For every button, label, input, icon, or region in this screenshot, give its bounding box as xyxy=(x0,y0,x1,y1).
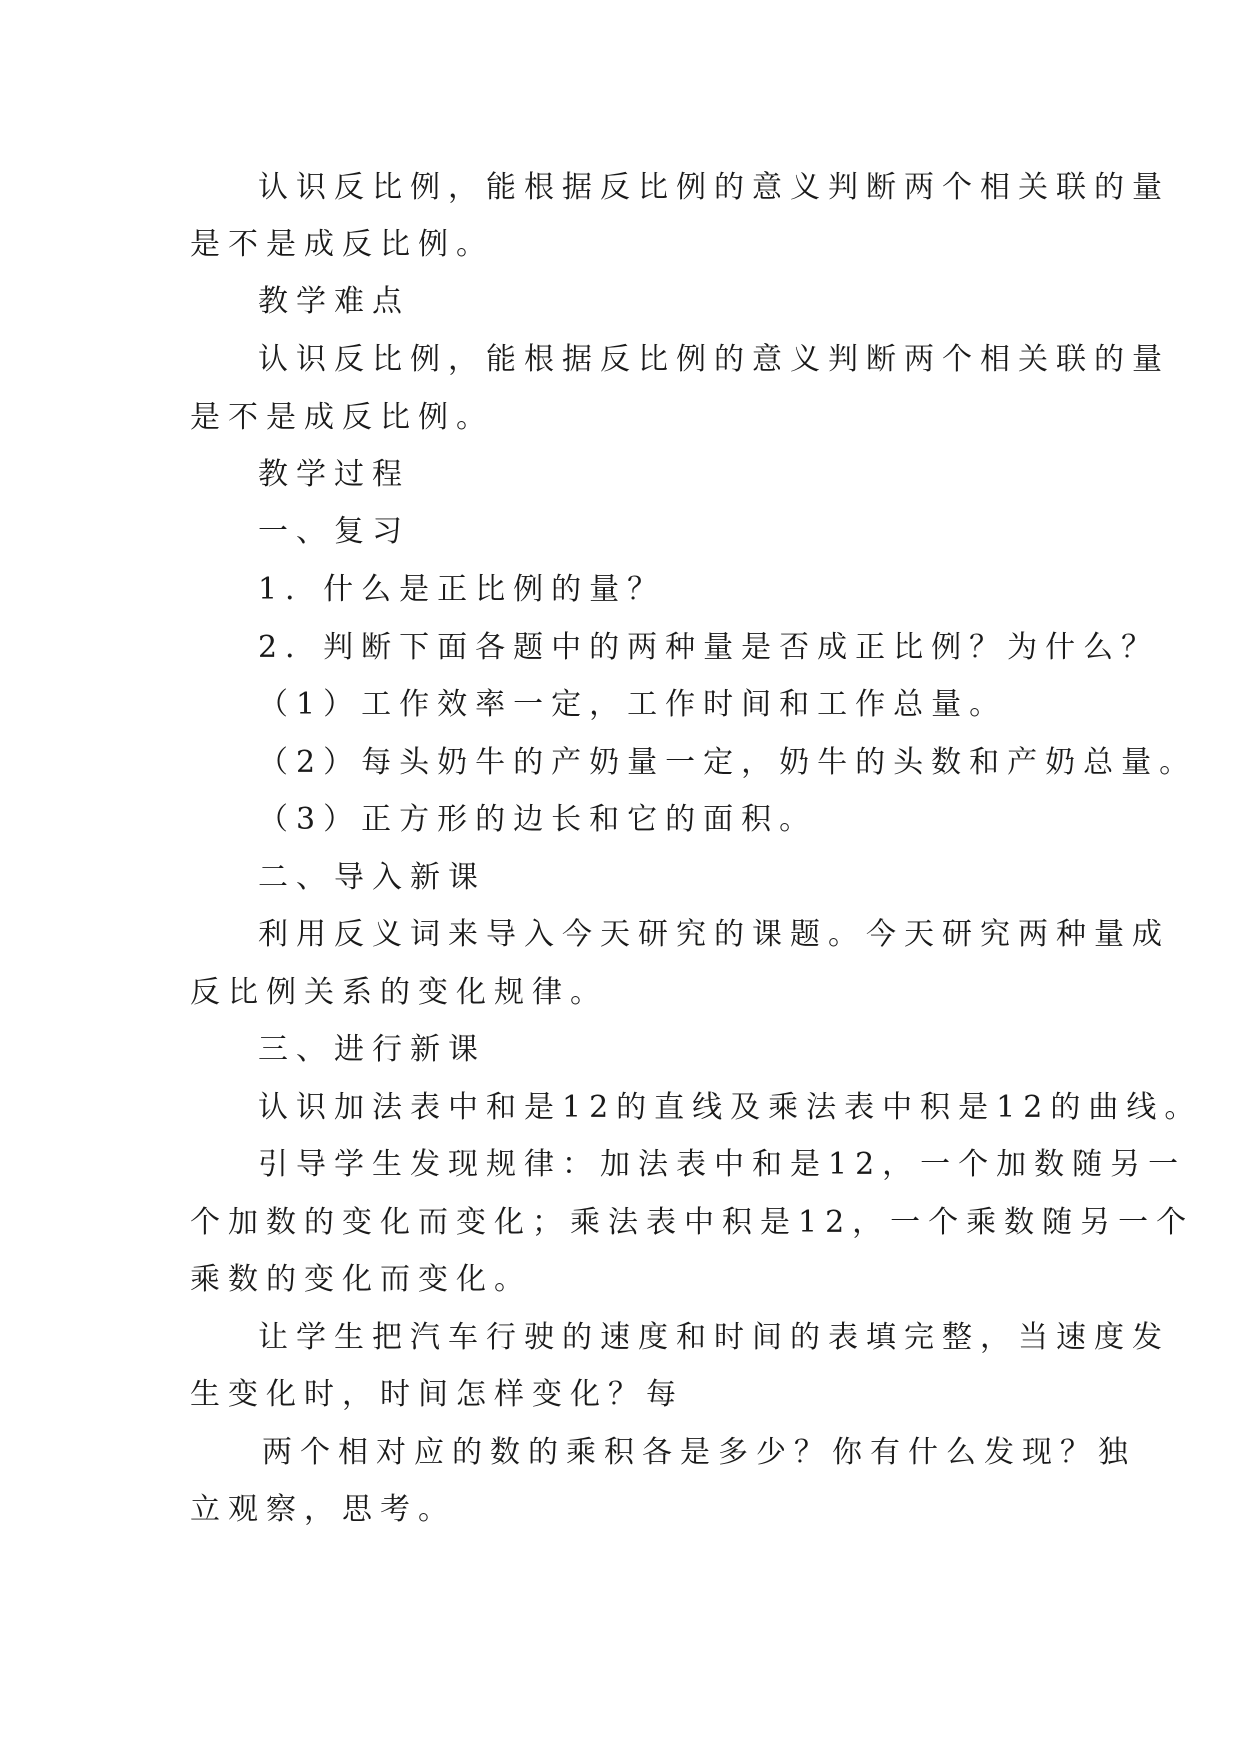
paragraph-line: 个加数的变化而变化；乘法表中积是12，一个乘数随另一个 xyxy=(190,1205,1195,1240)
paragraph-line: 认识加法表中和是12的直线及乘法表中积是12的曲线。 xyxy=(258,1090,1203,1125)
paragraph-line: 认识反比例，能根据反比例的意义判断两个相关联的量 xyxy=(258,342,1170,377)
section-heading: 教学过程 xyxy=(258,457,410,492)
section-heading: 三、进行新课 xyxy=(258,1032,486,1067)
paragraph-line: 乘数的变化而变化。 xyxy=(190,1262,532,1297)
paragraph-line: 是不是成反比例。 xyxy=(190,400,494,435)
list-item: （2）每头奶牛的产奶量一定，奶牛的头数和产奶总量。 xyxy=(258,745,1198,780)
paragraph-line: 生变化时，时间怎样变化？每 xyxy=(190,1377,684,1412)
paragraph-line: 让学生把汽车行驶的速度和时间的表填完整，当速度发 xyxy=(258,1320,1170,1355)
paragraph-line: 认识反比例，能根据反比例的意义判断两个相关联的量 xyxy=(258,170,1170,205)
paragraph-line: 利用反义词来导入今天研究的课题。今天研究两种量成 xyxy=(258,917,1170,952)
paragraph-line: 立观察，思考。 xyxy=(190,1492,456,1527)
list-item: （1）工作效率一定，工作时间和工作总量。 xyxy=(258,687,1008,722)
list-item: （3）正方形的边长和它的面积。 xyxy=(258,802,818,837)
list-item: 1．什么是正比例的量？ xyxy=(258,572,666,607)
paragraph-line: 反比例关系的变化规律。 xyxy=(190,975,608,1010)
paragraph-line: 是不是成反比例。 xyxy=(190,227,494,262)
section-heading: 教学难点 xyxy=(258,284,410,319)
paragraph-line: 两个相对应的数的乘积各是多少？你有什么发现？独 xyxy=(262,1435,1136,1470)
paragraph-line: 引导学生发现规律：加法表中和是12，一个加数随另一 xyxy=(258,1147,1187,1182)
section-heading: 二、导入新课 xyxy=(258,860,486,895)
list-item: 2．判断下面各题中的两种量是否成正比例？为什么？ xyxy=(258,630,1160,665)
section-heading: 一、复习 xyxy=(258,514,410,549)
